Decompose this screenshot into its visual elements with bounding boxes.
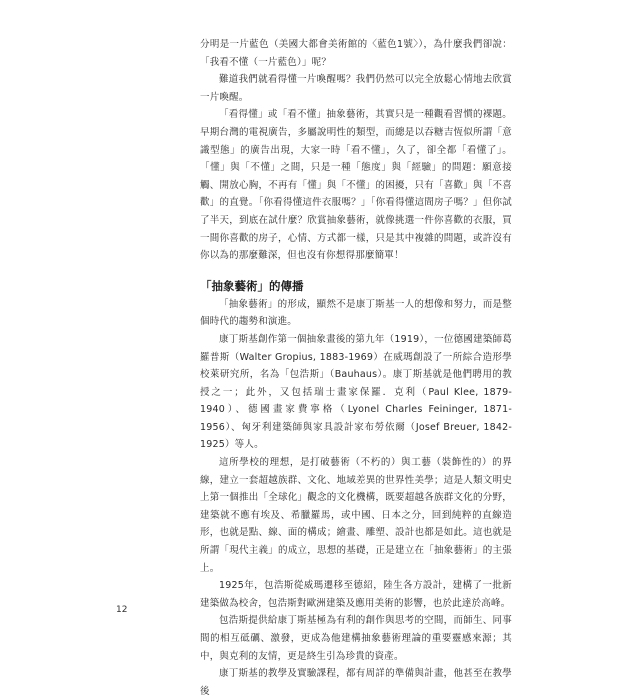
paragraph: 康丁斯基創作第一個抽象畫後的第九年（1919），一位德國建築師葛羅普斯（Walter Gropius, 1883-1969）在威瑪創設了一所綜合造形學校萊研究所，名為「包浩斯」（Bauhaus）。康丁斯基就是他們聘用的教授之一；此外，又包括瑞士畫家保羅．克利（Paul Klee, 1879-1940）、德國畫家費寧格（Lyonel Charles Feininger, 1871-1956）、匈牙利建築師與家具設計家布勞依爾（Josef Breuer, 1842-1925）等人。 — [200, 333, 512, 451]
paragraph: 分明是一片藍色（美國大都會美術館的〈藍色1號〉），為什麼我們卻說：「我看不懂（一片藍色）」呢？ — [200, 39, 512, 68]
paragraph: 包浩斯提供給康丁斯基極為有利的創作與思考的空間，而師生、同事間的相互砥礪、激發，更成為他建構抽象藝術理論的重要靈感來源；其中，與克利的友情，更是終生引為珍貴的資產。 — [200, 615, 512, 662]
paragraph: 這所學校的理想，是打破藝術（不朽的）與工藝（裝飾性的）的界線，建立一套超越族群、文化、地域差異的世界性美學；這是人類文明史上第一個推出「全球化」觀念的文化機構，既要超越各族群文化的分野，建築就不應有埃及、希臘羅馬，或中國、日本之分，回到純粹的直線造形，也就是點、線、面的構成；繪畫、雕塑、設計也都是如此。這也就是所謂「現代主義」的成立，思想的基礎，正是建立在「抽象藝術」的主張上。 — [200, 457, 512, 574]
paragraph: 難道我們就看得懂一片喚醒嗎？我們仍然可以完全放鬆心情地去欣賞一片喚醒。 — [200, 74, 512, 103]
page-number: 12 — [116, 605, 128, 615]
text-column — [200, 36, 512, 700]
paragraph: 康丁斯基的教學及實驗課程，都有周詳的準備與計畫，他甚至在教學後 — [200, 668, 512, 697]
paragraph: 「抽象藝術」的形成，顯然不是康丁斯基一人的想像和努力，而是整個時代的趨勢和演進。 — [200, 298, 512, 328]
paragraph: 「看得懂」或「看不懂」抽象藝術，其實只是一種觀看習慣的裸題。早期台灣的電視廣告，多屬說明性的類型，而總是以吞糖吉恆似所謂「意識型態」的廣告出現，大家一時「看不懂」，久了，卻全都「看懂了」。「懂」與「不懂」之間，只是一種「態度」與「經驗」的問題：願意接觸、開放心胸，不再有「懂」與「不懂」的困擾，只有「喜歡」與「不喜歡」的直覺。「你看得懂這件衣服嗎？」「你看得懂這間房子嗎？」但你試了半天，到底在試什麼？欣賞抽象藝術，就像挑選一件你喜歡的衣服，買一間你喜歡的房子，心情、方式都一樣，只是其中複雜的問題，或許沒有你以為的那麼難深，但也沒有你想得那麼簡單！ — [200, 109, 512, 262]
section-heading: 「抽象藝術」的傳播 — [200, 278, 304, 293]
paragraph: 1925年，包浩斯從威瑪遷移至德紹，陸生各方設計，建構了一批新建築做為校舍，包浩斯對歐洲建築及應用美術的影響，也於此達於高峰。 — [200, 580, 512, 609]
